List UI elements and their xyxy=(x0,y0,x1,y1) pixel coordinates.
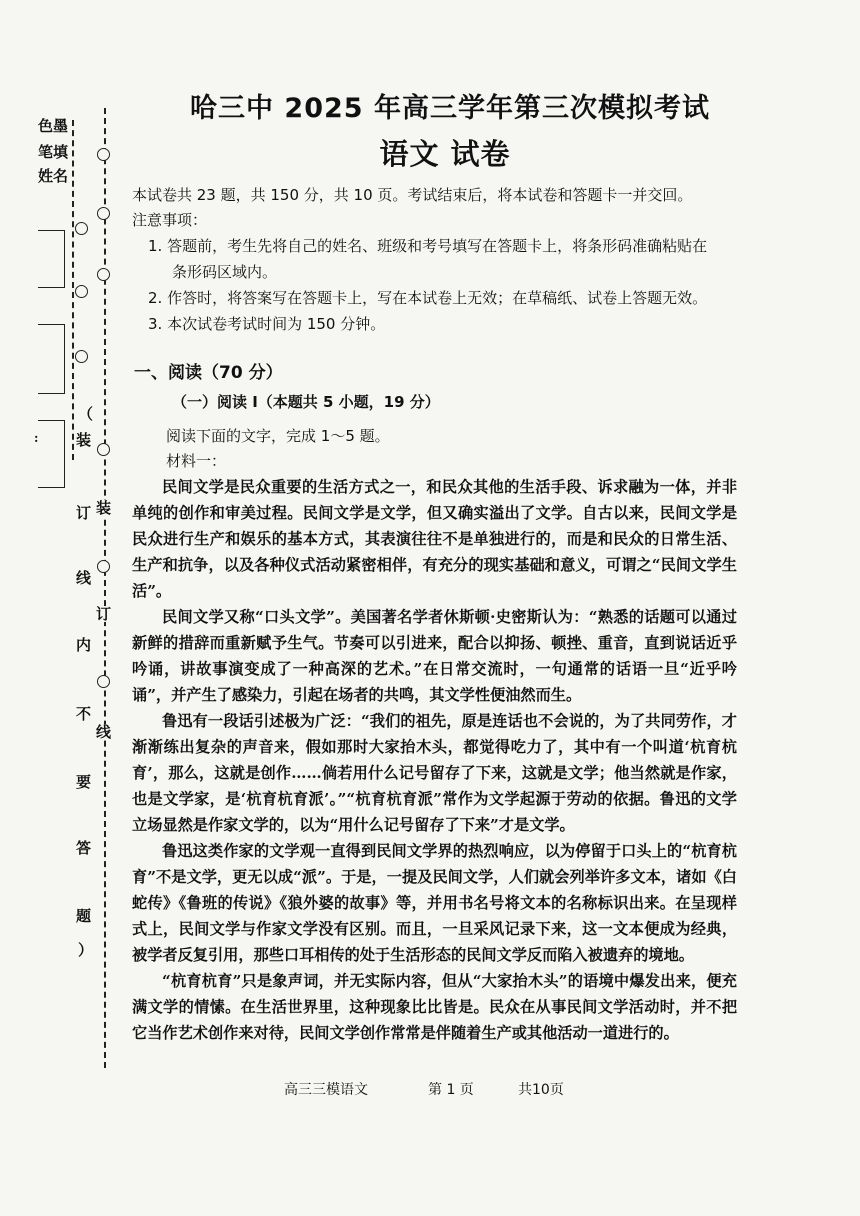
binding-hole xyxy=(97,675,110,688)
exam-title: 哈三中 2025 年高三学年第三次模拟考试 xyxy=(190,93,710,124)
passage-paragraph: “杭育杭育”只是象声词，并无实际内容，但从“大家抬木头”的语境中爆发出来，便充满文学的情愫。在生活世界里，这种现象比比皆是。民众在从事民间文学活动时，并不把它当作艺术创作来对待，民间文学创作常常是伴随着生产或其他活动一道进行的。 xyxy=(132,972,737,1042)
note-3: 3. 本次试卷考试时间为 150 分钟。 xyxy=(148,315,386,333)
note-2: 2. 作答时，将答案写在答题卡上，写在本试卷上无效；在草稿纸、试卷上答题无效。 xyxy=(148,289,708,307)
margin-char: （ xyxy=(78,405,94,423)
exam-subtitle: 语文 试卷 xyxy=(379,137,511,171)
margin-mark: : xyxy=(34,431,39,445)
reading-instruction: 阅读下面的文字，完成 1～5 题。 xyxy=(166,427,390,445)
margin-char: ） xyxy=(78,941,94,959)
sub-section-heading: （一）阅读 I（本题共 5 小题，19 分） xyxy=(172,393,440,411)
margin-char: 内 xyxy=(76,636,92,654)
reading-passage xyxy=(132,474,737,1046)
note-1: 1. 答题前，考生先将自己的姓名、班级和考号填写在答题卡上，将条形码准确粘贴在 xyxy=(148,237,708,255)
info-box xyxy=(38,324,65,394)
notes-heading: 注意事项： xyxy=(132,211,208,229)
binding-hole xyxy=(75,285,88,298)
margin-label-ink: 色墨 xyxy=(38,117,69,135)
margin-char: 线 xyxy=(76,569,92,587)
passage-paragraph: 民间文学又称“口头文学”。美国著名学者休斯顿·史密斯认为：“熟悉的话题可以通过新鲜的措辞而重新赋予生气。节奏可以引进来，配合以抑扬、顿挫、重音，直到说话近乎吟诵，讲故事演变成了一种高深的艺术。”在日常交流时，一句通常的话语一旦“近乎吟诵”，并产生了感染力，引起在场者的共鸣，其文学性便油然而生。 xyxy=(132,608,737,704)
margin-char: 订 xyxy=(76,504,92,522)
binding-hole xyxy=(75,350,88,363)
binding-hole xyxy=(97,443,110,456)
binding-hole xyxy=(97,207,110,220)
margin-char: 答 xyxy=(76,839,92,857)
margin-char: 要 xyxy=(76,773,92,791)
intro-line: 本试卷共 23 题，共 150 分，共 10 页。考试结束后，将本试卷和答题卡一并交回。 xyxy=(132,186,693,204)
margin-char: 不 xyxy=(76,705,92,723)
margin-char: 订 xyxy=(96,605,112,623)
note-1-cont: 条形码区域内。 xyxy=(172,263,278,281)
footer-page-total: 共10页 xyxy=(518,1082,564,1098)
passage-paragraph: 鲁迅有一段话引述极为广泛：“我们的祖先，原是连话也不会说的，为了共同劳作，才渐渐练出复杂的声音来，假如那时大家抬木头，都觉得吃力了，其中有一个叫道‘杭育杭育’，那么，这就是创作……倘若用什么记号留存了下来，这就是文学；他当然就是作家，也是文学家，是‘杭育杭育派’。”“杭育杭育派”常作为文学起源于劳动的依据。鲁迅的文学立场显然是作家文学的，以为“用什么记号留存了下来”才是文学。 xyxy=(132,712,737,834)
passage-paragraph: 民间文学是民众重要的生活方式之一，和民众其他的生活手段、诉求融为一体，并非单纯的创作和审美过程。民间文学是文学，但又确实溢出了文学。自古以来，民间文学是民众进行生产和娱乐的基本方式，其表演往往不是单独进行的，而是和民众的日常生活、生产和抗争，以及各种仪式活动紧密相伴，有充分的现实基础和意义，可谓之“民间文学生活”。 xyxy=(132,478,737,600)
margin-label-pen: 笔填 xyxy=(38,143,69,161)
footer-course: 高三三模语文 xyxy=(284,1082,368,1098)
margin-label-name: 姓名 xyxy=(38,167,69,185)
footer-page-number: 第 1 页 xyxy=(428,1082,474,1098)
passage-paragraph: 鲁迅这类作家的文学观一直得到民间文学界的热烈响应，以为停留于口头上的“杭育杭育”不是文学，更无以成“派”。于是，一提及民间文学，人们就会列举许多文本，诸如《白蛇传》《鲁班的传说》《狼外婆的故事》等，并用书名号将文本的名称标识出来。在呈现样式上，民间文学与作家文学没有区别。而且，一旦采风记录下来，这一文本便成为经典，被学者反复引用，那些口耳相传的处于生活形态的民间文学反而陷入被遗弃的境地。 xyxy=(132,842,737,964)
margin-char: 装 xyxy=(76,431,92,449)
outer-cut-line xyxy=(104,108,106,1068)
section-heading: 一、阅读（70 分） xyxy=(134,363,283,383)
margin-char: 装 xyxy=(96,499,112,517)
binding-hole xyxy=(97,268,110,281)
binding-hole xyxy=(97,560,110,573)
info-box xyxy=(38,420,65,488)
margin-char: 题 xyxy=(76,907,92,925)
margin-char: 线 xyxy=(96,723,112,741)
binding-hole xyxy=(75,222,88,235)
info-box xyxy=(38,230,65,288)
material-label: 材料一： xyxy=(166,452,227,470)
